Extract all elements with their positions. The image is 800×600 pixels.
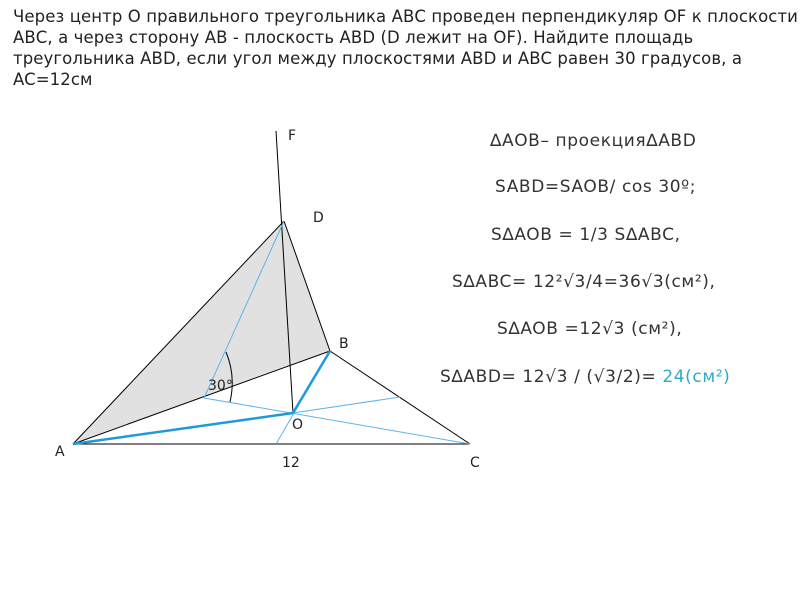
solution-line-6-text: S∆ABD= 12√3 / (√3/2)= xyxy=(440,367,663,387)
solution-line-3: S∆AOB = 1/3 S∆ABC, xyxy=(491,225,681,245)
median-ak xyxy=(293,397,400,413)
problem-line-4: AC=12см xyxy=(13,70,93,89)
label-b: B xyxy=(339,336,349,352)
label-f: F xyxy=(288,128,297,144)
solution xyxy=(440,131,730,387)
problem-line-2: АВС, а через сторону АВ - плоскость ABD (D лежит на OF). Найдите площадь xyxy=(13,28,694,47)
label-side-ac: 12 xyxy=(282,455,300,471)
label-c: C xyxy=(470,455,480,471)
problem-line-1: Через центр О правильного треугольника АВС проведен перпендикуляр OF к плоскости xyxy=(13,7,798,26)
solution-line-2: SABD=SAOB/ cos 30º; xyxy=(495,177,697,197)
label-o: O xyxy=(292,417,304,433)
solution-line-5: S∆AOB =12√3 (см²), xyxy=(497,319,683,339)
problem-line-3: треугольника ABD, если угол между плоскостями ABD и ABC равен 30 градусов, а xyxy=(13,49,743,68)
label-angle: 30° xyxy=(208,378,233,394)
solution-answer: 24(см²) xyxy=(662,367,731,387)
label-d: D xyxy=(313,210,324,226)
solution-line-1: ∆АОВ– проекция∆ABD xyxy=(490,131,697,151)
solution-line-6 xyxy=(440,367,730,387)
solution-line-4: S∆ABC= 12²√3/4=36√3(см²), xyxy=(452,272,716,292)
face-abd xyxy=(73,221,330,444)
label-a: A xyxy=(55,444,65,460)
